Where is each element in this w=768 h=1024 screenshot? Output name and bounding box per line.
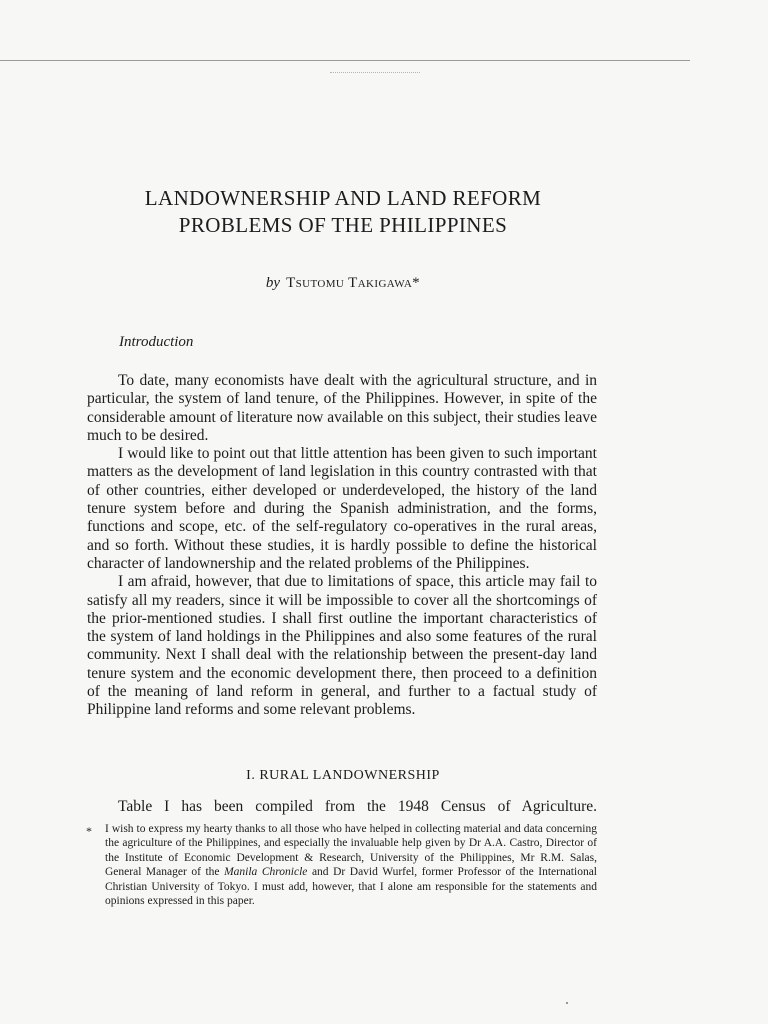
- table-sentence: Table I has been compiled from the 1948 Census of Agriculture.: [118, 798, 597, 815]
- body-text: [87, 372, 597, 720]
- top-rule-dotted: [330, 72, 420, 73]
- byline-by: by: [265, 275, 281, 291]
- paragraph-2: I would like to point out that little attention has been given to such important matters as the development of land legislation in this country contrasted with that of other countries, either developed or underdeveloped, the history of the land tenure system before and during the Spanish administration, and the forms, functions and scope, etc. of the self-regulatory co-operatives in the rural areas, and so forth. Without these studies, it is hardly possible to define the historical character of landownership and the related problems of the Philippines.: [87, 445, 597, 572]
- footnote-mark: *: [86, 824, 92, 838]
- paragraph-1: To date, many economists have dealt with the agricultural structure, and in particular, the system of land tenure, of the Philippines. However, in spite of the considerable amount of literature now available on this subject, their studies leave much to be desired.: [87, 372, 597, 444]
- footnote-text-1: I wish to express my hearty thanks to all those who have helped in collecting material and data concerning the agriculture of the Philippines, and especially the invaluable help given by Dr A.A. Castro, Director of the Institute of Economic Development & Research, University of the Philippines, Mr R.M. Salas, General Manager of the: [105, 823, 597, 879]
- title-line-2: PROBLEMS OF THE PHILIPPINES: [178, 213, 508, 237]
- paragraph-3: I am afraid, however, that due to limitations of space, this article may fail to satisfy all my readers, since it will be impossible to cover all the shortcomings of the prior-mentioned studies. I shall first outline the important characteristics of the system of land holdings in the Philippines and also some features of the rural community. Next I shall deal with the relationship between the present-day land tenure system and the economic development there, then proceed to a definition of the meaning of land reform in general, and further to a factual study of Philippine land reforms and some relevant problems.: [87, 573, 597, 719]
- byline: [0, 275, 686, 292]
- top-rule: [0, 60, 690, 61]
- introduction-heading: Introduction: [119, 334, 194, 350]
- author-name: Tsutomu Takigawa*: [286, 275, 421, 291]
- title-line-1: LANDOWNERSHIP AND LAND REFORM: [144, 186, 542, 210]
- footnote-text-2: and Dr David Wurfel, former Professor of the International Christian University of Tokyo. I must add, however, that I alone am responsible for the statements and opinions expressed in this paper.: [105, 866, 597, 908]
- section-heading: I. RURAL LANDOWNERSHIP: [246, 768, 440, 783]
- scan-speck: [566, 1002, 568, 1004]
- footnote: [105, 822, 597, 908]
- footnote-italic: Manila Chronicle: [224, 866, 308, 879]
